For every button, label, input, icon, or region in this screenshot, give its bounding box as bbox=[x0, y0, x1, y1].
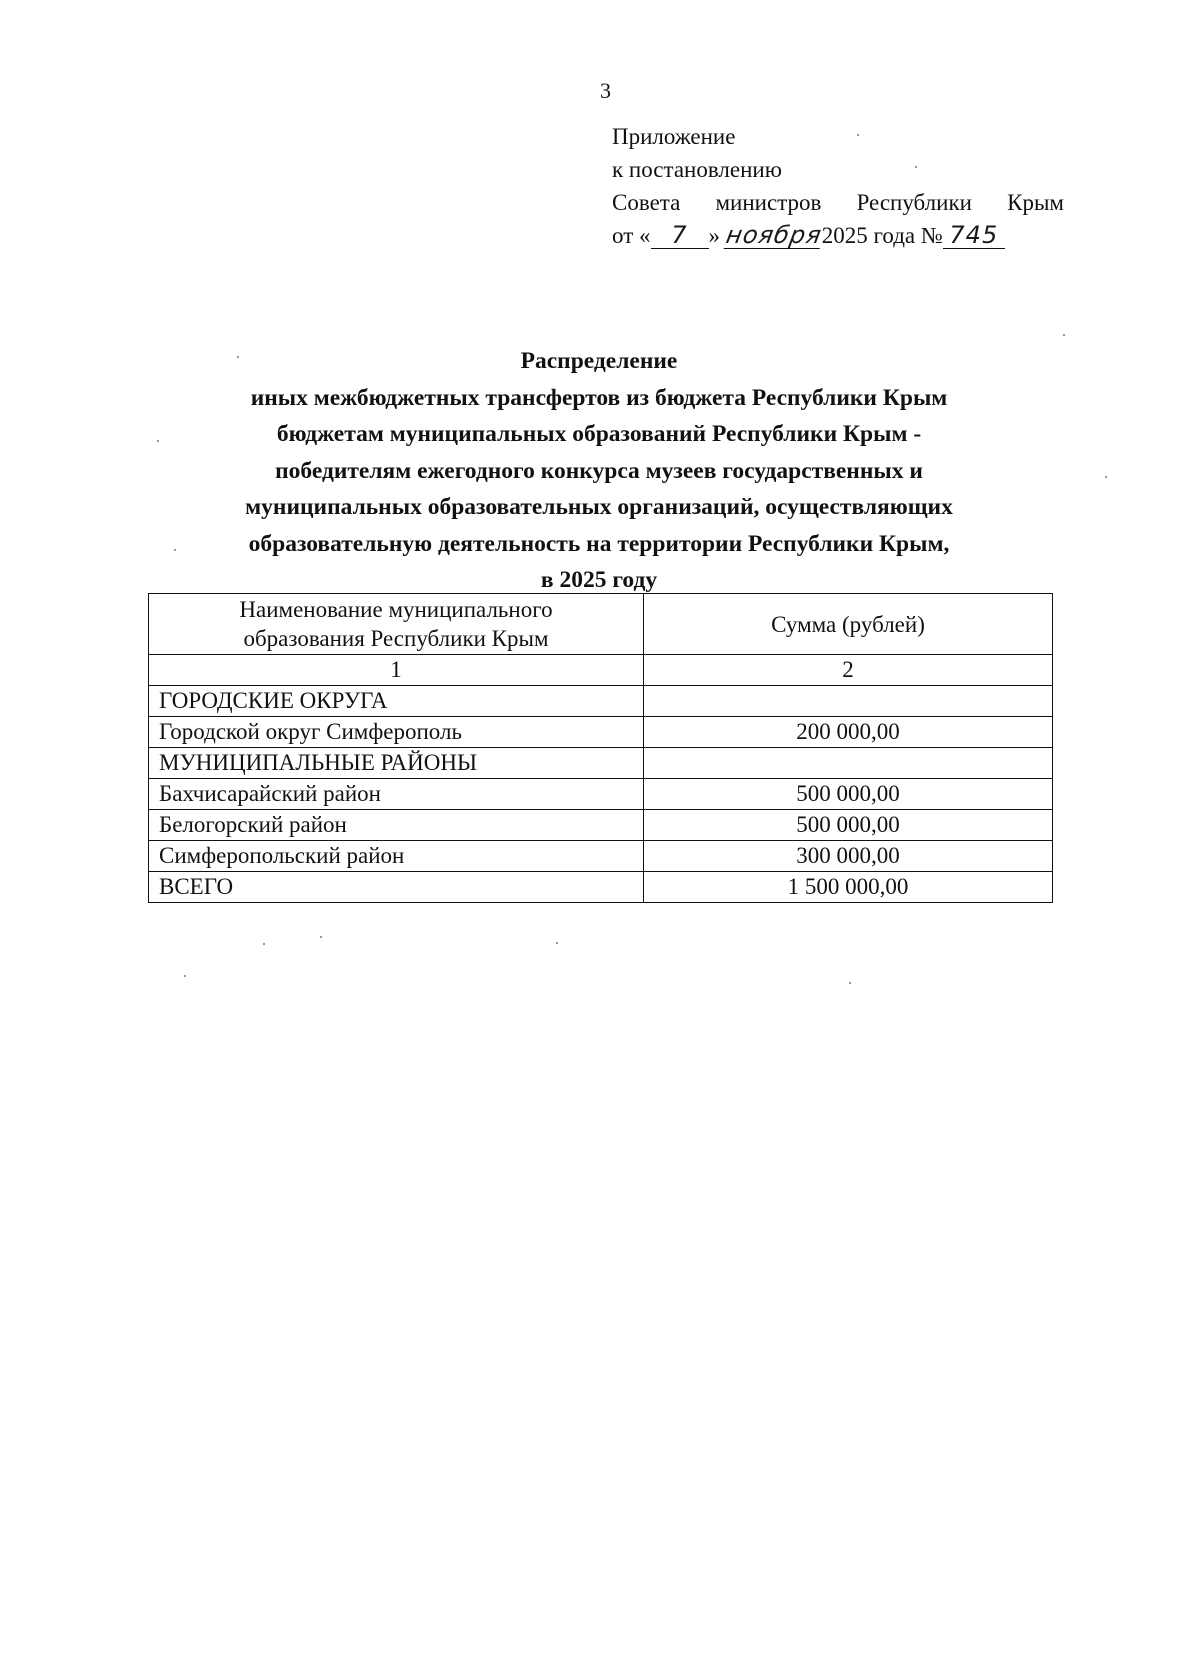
scan-speck bbox=[1105, 476, 1107, 478]
row-sum: 500 000,00 bbox=[644, 810, 1053, 841]
scan-speck bbox=[556, 942, 558, 944]
row-name: Симферопольский район bbox=[149, 841, 644, 872]
title-line: образовательную деятельность на территории Республики Крым, bbox=[248, 530, 950, 557]
appendix-date-line bbox=[612, 219, 1064, 252]
header-sum-cell: Сумма (рублей) bbox=[644, 594, 1053, 655]
column-number: 2 bbox=[644, 655, 1053, 686]
table-row bbox=[149, 779, 1053, 810]
appendix-resolution: к постановлению bbox=[612, 157, 782, 182]
date-quote-close: » bbox=[708, 223, 720, 248]
document-title bbox=[120, 343, 1078, 599]
title-line: Распределение bbox=[520, 348, 678, 374]
header-name-line: Наименование муниципального bbox=[239, 597, 553, 622]
row-sum bbox=[644, 686, 1053, 717]
appendix-council bbox=[612, 186, 1064, 219]
handwritten-month: ноября bbox=[723, 221, 824, 249]
table-header-row bbox=[149, 594, 1053, 655]
row-sum: 500 000,00 bbox=[644, 779, 1053, 810]
table-row bbox=[149, 686, 1053, 717]
appendix-title: Приложение bbox=[612, 124, 736, 149]
row-name: Бахчисарайский район bbox=[149, 779, 644, 810]
row-sum: 200 000,00 bbox=[644, 717, 1053, 748]
table-row bbox=[149, 810, 1053, 841]
scan-speck bbox=[237, 356, 239, 358]
title-line: бюджетам муниципальных образований Республики Крым - bbox=[276, 421, 922, 447]
table-row bbox=[149, 841, 1053, 872]
table-row bbox=[149, 717, 1053, 748]
appendix-header bbox=[612, 120, 1064, 252]
header-name-cell bbox=[149, 594, 644, 655]
appendix-council-word: Республики bbox=[856, 190, 972, 215]
appendix-council-word: Крым bbox=[1007, 190, 1064, 215]
row-name: ВСЕГО bbox=[149, 872, 644, 903]
table-row bbox=[149, 748, 1053, 779]
scan-speck bbox=[849, 982, 851, 984]
row-sum: 300 000,00 bbox=[644, 841, 1053, 872]
row-name: МУНИЦИПАЛЬНЫЕ РАЙОНЫ bbox=[149, 748, 644, 779]
distribution-table bbox=[148, 593, 1053, 903]
column-number: 1 bbox=[149, 655, 644, 686]
scan-speck bbox=[915, 166, 917, 168]
row-name: ГОРОДСКИЕ ОКРУГА bbox=[149, 686, 644, 717]
column-number-row bbox=[149, 655, 1053, 686]
scan-speck bbox=[157, 440, 159, 442]
page-number: 3 bbox=[600, 78, 611, 103]
scan-speck bbox=[263, 943, 265, 945]
date-year: 2025 года № bbox=[821, 223, 943, 248]
title-line: муниципальных образовательных организаций, осуществляющих bbox=[245, 494, 953, 520]
header-name-line: образования Республики Крым bbox=[243, 626, 549, 651]
row-name: Городской округ Симферополь bbox=[149, 717, 644, 748]
row-sum bbox=[644, 748, 1053, 779]
handwritten-day: 7 bbox=[651, 222, 709, 249]
scan-speck bbox=[1063, 334, 1065, 336]
scan-speck bbox=[857, 134, 859, 136]
title-line: победителям ежегодного конкурса музеев государственных и bbox=[275, 457, 923, 484]
table-row-total bbox=[149, 872, 1053, 903]
title-line: иных межбюджетных трансфертов из бюджета Республики Крым bbox=[250, 384, 948, 411]
handwritten-number: 745 bbox=[943, 222, 1005, 249]
scan-speck bbox=[184, 975, 186, 977]
appendix-council-word: Совета bbox=[612, 190, 681, 215]
scan-speck bbox=[320, 936, 322, 938]
scan-speck bbox=[174, 549, 176, 551]
title-line: в 2025 году bbox=[540, 567, 658, 593]
date-prefix: от « bbox=[612, 223, 651, 248]
row-name: Белогорский район bbox=[149, 810, 644, 841]
appendix-council-word: министров bbox=[715, 190, 822, 215]
row-sum: 1 500 000,00 bbox=[644, 872, 1053, 903]
